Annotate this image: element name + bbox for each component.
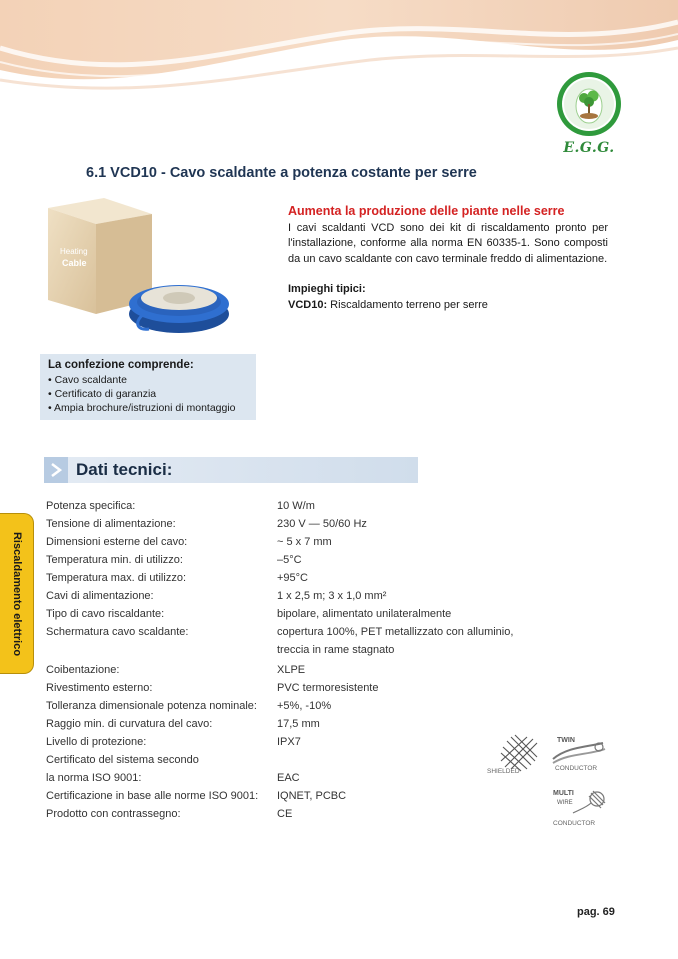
uses-label: VCD10:: [288, 298, 328, 311]
page-title: 6.1 VCD10 - Cavo scaldante a potenza costante per serre: [86, 165, 477, 181]
svg-text:Cable: Cable: [62, 258, 87, 268]
multi-wire-conductor-icon: [553, 790, 605, 827]
svg-text:TWIN: TWIN: [557, 737, 575, 744]
svg-text:CONDUCTOR: CONDUCTOR: [555, 765, 598, 772]
logo-text: E.G.G.: [563, 140, 615, 156]
side-tab-label: Riscaldamento elettrico: [10, 531, 23, 656]
twin-conductor-icon: [553, 737, 605, 772]
svg-text:CONDUCTOR: CONDUCTOR: [553, 820, 596, 827]
chevron-right-icon: [44, 457, 68, 483]
svg-text:MULTI: MULTI: [553, 790, 574, 797]
uses-text: Riscaldamento terreno per serre: [327, 298, 488, 311]
intro-section: [288, 204, 608, 313]
intro-body: I cavi scaldanti VCD sono dei kit di riscaldamento pronto per l'installazione, conforme alla norma EN 60335-1. Sono composti da un cavo scaldante con cavo terminale freddo di alimentazione.: [288, 221, 608, 265]
page-number: pag. 69: [577, 906, 615, 918]
uses-section: [288, 282, 608, 313]
svg-text:SHIELDED: SHIELDED: [487, 768, 520, 775]
package-heading: La confezione comprende:: [48, 359, 194, 371]
cable-type-icons: [487, 733, 617, 833]
package-item: • Ampia brochure/istruzioni di montaggio: [48, 402, 236, 414]
uses-line: [288, 298, 608, 314]
tech-data-heading: Dati tecnici:: [76, 460, 173, 479]
package-item: • Certificato di garanzia: [48, 388, 157, 400]
product-image: [44, 196, 234, 341]
shielded-icon: [487, 735, 537, 775]
tech-data-header: [44, 457, 418, 483]
uses-heading: Impieghi tipici:: [288, 283, 366, 295]
package-contents-box: [40, 354, 256, 420]
svg-text:WIRE: WIRE: [557, 800, 573, 806]
section-side-tab: [0, 513, 34, 674]
intro-headline: Aumenta la produzione delle piante nelle serre: [288, 204, 565, 218]
svg-text:Heating: Heating: [60, 247, 88, 256]
package-item: • Cavo scaldante: [48, 374, 127, 386]
